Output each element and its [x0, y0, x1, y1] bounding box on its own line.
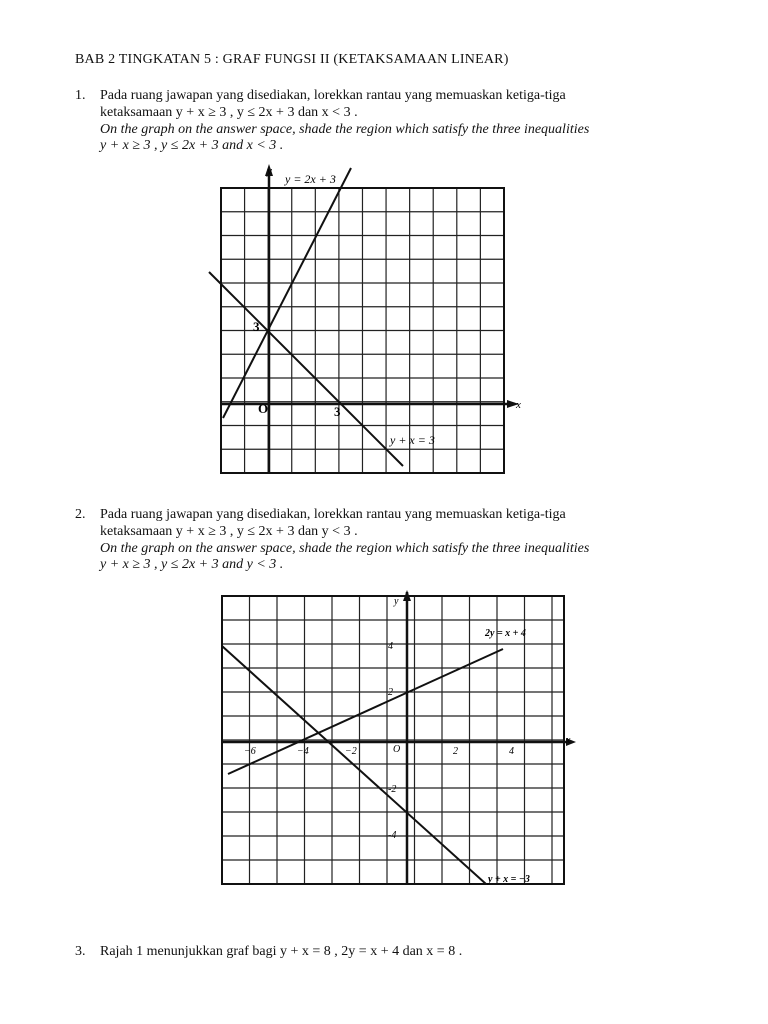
x-tick-label: 2: [453, 746, 458, 757]
x-tick-label: −2: [345, 746, 357, 757]
page-title: BAB 2 TINGKATAN 5 : GRAF FUNGSI II (KETAKSAMAAN LINEAR): [75, 52, 509, 67]
question-text-malay: Pada ruang jawapan yang disediakan, lorekkan rantau yang memuaskan ketiga-tiga: [100, 507, 566, 522]
line-b-label: y + x = 3: [390, 433, 435, 447]
x-axis-label: x: [516, 399, 521, 411]
x-intercept-label: 3: [334, 404, 341, 419]
question-inequalities-malay: ketaksamaan y + x ≥ 3 , y ≤ 2x + 3 dan y < 3 .: [100, 524, 358, 539]
x-axis-label: x: [566, 735, 571, 746]
y-tick-label: -2: [388, 784, 397, 795]
grid: [221, 188, 504, 473]
graph-1: [205, 160, 535, 480]
question-number: 2.: [75, 507, 86, 522]
line-y-plus-x-equals-3: [209, 272, 403, 466]
question-number: 3.: [75, 944, 86, 959]
question-text-english: On the graph on the answer space, shade the region which satisfy the three inequalities: [100, 122, 590, 137]
line-a-label: y = 2x + 3: [285, 172, 336, 186]
origin-label: O: [258, 401, 269, 416]
question-number: 1.: [75, 88, 86, 103]
question-text-english: On the graph on the answer space, shade the region which satisfy the three inequalities: [100, 541, 590, 556]
y-axis-label: y: [394, 596, 399, 607]
x-tick-label: −4: [297, 746, 309, 757]
y-axis-label: y: [267, 165, 272, 177]
y-tick-label: -4: [388, 830, 397, 841]
question-text: Rajah 1 menunjukkan graf bagi y + x = 8 , 2y = x + 4 dan x = 8 .: [100, 944, 463, 959]
y-tick-label: 2: [388, 687, 393, 698]
y-intercept-label: 3: [253, 319, 260, 334]
line-y-equals-2x-plus-3: [223, 168, 351, 418]
question-inequalities-malay: ketaksamaan y + x ≥ 3 , y ≤ 2x + 3 dan x < 3 .: [100, 105, 358, 120]
question-text-malay: Pada ruang jawapan yang disediakan, lorekkan rantau yang memuaskan ketiga-tiga: [100, 88, 566, 103]
graph-2: [210, 588, 580, 893]
origin-label: O: [393, 744, 401, 755]
x-tick-label: 4: [509, 746, 514, 757]
y-tick-label: 4: [388, 641, 393, 652]
line-a-label: 2y = x + 4: [485, 628, 526, 639]
question-inequalities-english: y + x ≥ 3 , y ≤ 2x + 3 and x < 3 .: [100, 138, 284, 153]
x-tick-label: −6: [244, 746, 256, 757]
line-y-plus-x-equals-minus-3: [222, 646, 486, 884]
question-inequalities-english: y + x ≥ 3 , y ≤ 2x + 3 and y < 3 .: [100, 557, 284, 572]
line-b-label: y + x = −3: [488, 874, 530, 885]
